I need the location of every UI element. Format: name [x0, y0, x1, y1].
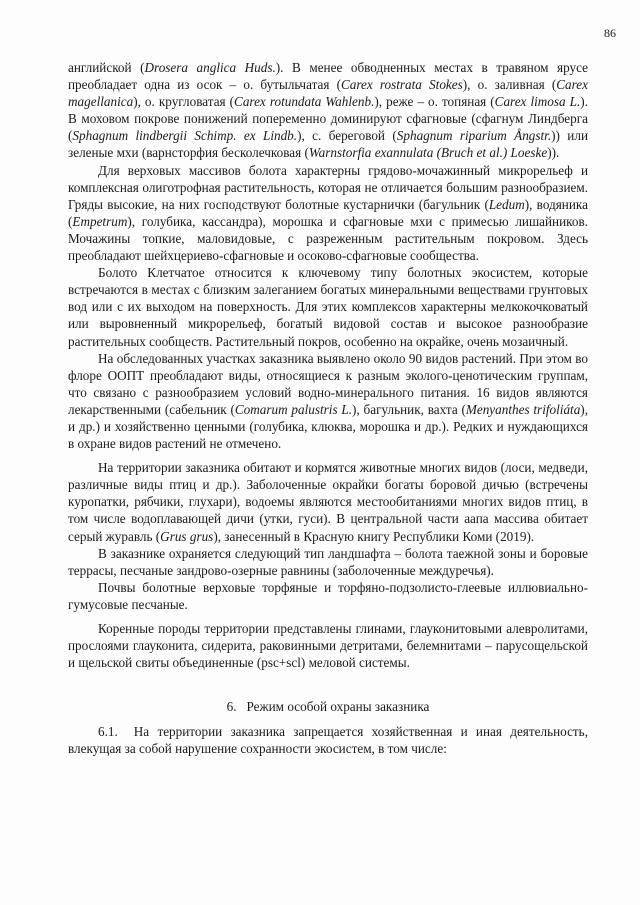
species-name: Sphagnum riparium Ångstr. [396, 128, 552, 144]
body-paragraph: Болото Клетчатое относится к ключевому типу болотных экосистем, которые встречаются в местах с близким залеганием богатых минеральными веществами грунтовых вод или с их выходом на поверхность. Для этих комплексов характерны мелкокочковатый или выровненный микрорельеф, богатый видовой состав и высокое разнообразие растительных сообществ. Растительный покров, особенно на окрайке, очень мозаичный. [68, 265, 588, 349]
body-paragraph: На территории заказника обитают и кормятся животные многих видов (лоси, медведи, различные виды птиц и др.). Заболоченные окрайки богаты боровой дичью (встречены куропатки, рябчики, глухари), водоемы являются местообитаниями многих видов птиц, в том числе водоплавающей дичи (утки, гуси). В центральной части аапа массива обитает серый журавль (Grus grus), занесенный в Красную книгу Республики Коми (2019). [68, 460, 588, 544]
species-name: Warnstorfia exannulata (Bruch et al.) Loeske [308, 145, 548, 161]
body-paragraphs [68, 59, 588, 671]
section-number: 6. [226, 699, 237, 715]
species-name: Comarum palustris L. [234, 401, 353, 417]
body-paragraph: На обследованных участках заказника выявлено около 90 видов растений. При этом во флоре ООПТ преобладают виды, относящиеся к разным эколого-ценотическим группам, что связано с разнообразием условий водно-минерального питания. 16 видов являются лекарственными (сабельник (Comarum palustris L.), багульник, вахта (Menyanthes trifoliáta), и др.) и хозяйственно ценными (голубика, клюква, морошка и др.). Редких и нуждающихся в охране видов растений не отмечено. [68, 350, 588, 452]
species-name: Drosera anglica Huds. [144, 60, 276, 75]
body-paragraph: Коренные породы территории представлены глинами, глауконитовыми алевролитами, прослоями глауконита, сидерита, раковинными детритами, белемнитами – парусощельской и щельской свиты объединенные (psc+scl) меловой системы. [68, 621, 588, 671]
body-paragraph: Для верховых массивов болота характерны грядово-мочажинный микрорельеф и комплексная олиготрофная растительность, которая не отличается большим разнообразием. Гряды высокие, на них господствуют болотные кустарнички (багульник (Ledum), водяника (Empetrum), голубика, кассандра), морошка и сфагновые мхи с примесью лишайников. Мочажины топкие, маловидовые, с разреженным растительным покровом. Здесь преобладают шейхцериево-сфагновые и осоково-сфагновые сообщества. [68, 162, 588, 264]
section-heading [68, 698, 588, 715]
species-name: Sphagnum lindbergii Schimp. ex Lindb. [72, 128, 298, 144]
document-body [68, 59, 588, 758]
body-paragraph: В заказнике охраняется следующий тип ландшафта – болота таежной зоны и боровые террасы, песчаные зандрово-озерные равнины (заболоченные междуречья). [68, 545, 588, 578]
species-name: Empetrum [72, 213, 128, 229]
page-number: 86 [604, 26, 616, 40]
species-name: Carex rotundata Wahlenb. [234, 94, 375, 110]
species-name: Carex magellanica [68, 77, 588, 110]
section-title: Режим особой охраны заказника [246, 699, 430, 715]
clause-paragraph [68, 723, 588, 757]
clause-text: На территории заказника запрещается хозяйственная и иная деятельность, влекущая за собой нарушение сохранности экосистем, в том числе: [68, 724, 588, 757]
species-name: Grus grus [160, 528, 214, 544]
species-name: Carex rostrata Stokes [340, 77, 463, 93]
body-paragraph: английской (Drosera anglica Huds.). В менее обводненных местах в травяном ярусе преобладает одна из осок – о. бутыльчатая (Carex rostrata Stokes), о. заливная (Carex magellanica), о. кругловатая (Carex rotundata Wahlenb.), реже – о. топяная (Carex limosa L.). В моховом покрове понижений попеременно доминируют сфагновые (сфагнум Линдберга (Sphagnum lindbergii Schimp. ex Lindb.), с. береговой (Sphagnum riparium Ångstr.)) или зеленые мхи (варнсторфия бесколечковая (Warnstorfia exannulata (Bruch et al.) Loeske)). [68, 60, 589, 161]
species-name: Ledum [488, 196, 525, 212]
species-name: Carex limosa L. [494, 94, 581, 110]
clause-number: 6.1. [98, 724, 118, 740]
body-paragraph: Почвы болотные верховые торфяные и торфяно-подзолисто-глеевые иллювиально-гумусовые песчаные. [68, 579, 588, 612]
species-name: Menyanthes trifoliáta [465, 401, 581, 417]
